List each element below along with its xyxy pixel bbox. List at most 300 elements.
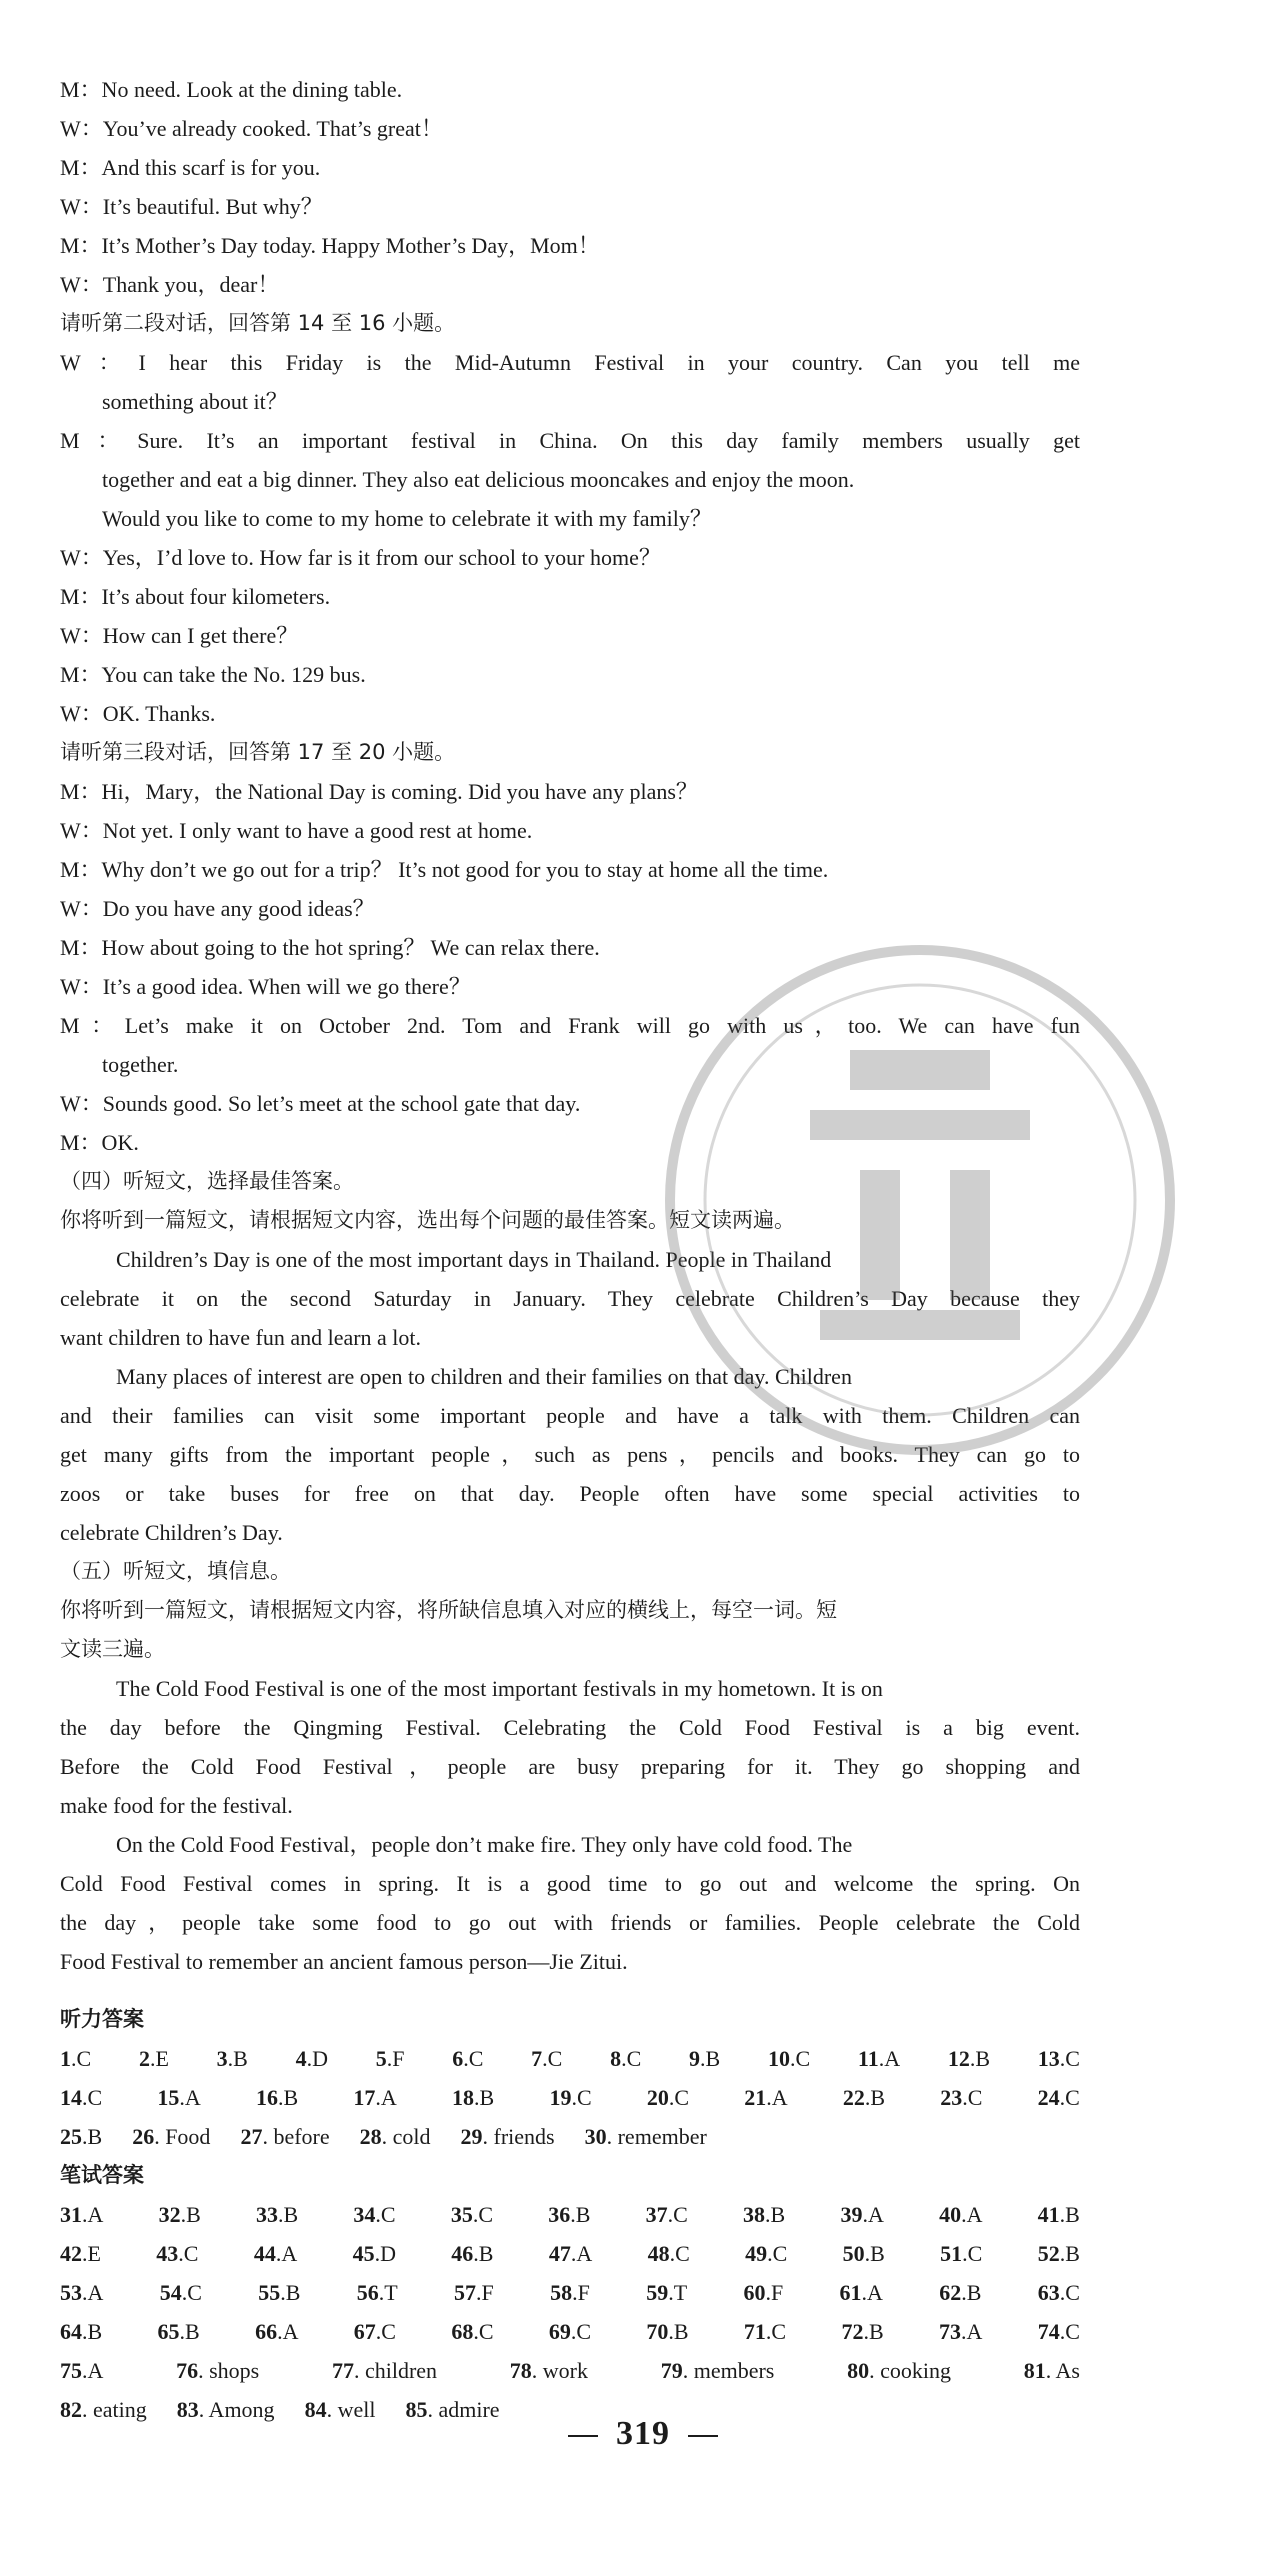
text-line: and their families can visit some important people and have a talk with them. Children can [60, 1403, 1080, 1428]
answer-value: .A [179, 2085, 201, 2110]
answer-item [60, 2039, 91, 2078]
answer-value: .C [375, 2202, 396, 2227]
question-number: 82 [60, 2397, 82, 2422]
answer-value: .B [570, 2202, 591, 2227]
text-line: M：Sure. It’s an important festival in China. On this day family members usually get [60, 428, 1080, 453]
question-number: 4 [295, 2046, 307, 2071]
answer-value: .F [765, 2280, 784, 2305]
text-line: together and eat a big dinner. They also eat delicious mooncakes and enjoy the moon. [102, 467, 855, 492]
answer-item [744, 2312, 786, 2351]
answer-item [139, 2039, 169, 2078]
question-number: 43 [156, 2241, 179, 2266]
answer-value: .B [864, 2085, 886, 2110]
answer-item [1038, 2195, 1080, 2234]
answer-item [1024, 2351, 1080, 2390]
answer-value: .C [1059, 2319, 1080, 2344]
answer-value: .C [767, 2241, 788, 2266]
question-number: 66 [255, 2319, 278, 2344]
answer-value: .C [463, 2046, 484, 2071]
answer-value: .A [82, 2202, 104, 2227]
answer-item [948, 2039, 990, 2078]
question-number: 58 [550, 2280, 573, 2305]
question-number: 48 [647, 2241, 670, 2266]
answer-item [60, 2234, 101, 2273]
text-line: M：OK. [60, 1130, 139, 1155]
answer-value: .B [278, 2085, 299, 2110]
text-line: W：OK. Thanks. [60, 701, 216, 726]
question-number: 39 [840, 2202, 863, 2227]
answer-value: .C [71, 2046, 92, 2071]
question-number: 64 [60, 2319, 82, 2344]
answer-value: .C [473, 2319, 494, 2344]
text-line: W：You’ve already cooked. That’s great！ [60, 116, 443, 141]
question-number: 37 [645, 2202, 668, 2227]
question-number: 8 [610, 2046, 622, 2071]
question-number: 11 [857, 2046, 879, 2071]
answer-value: .A [878, 2046, 901, 2071]
answer-value: .A [375, 2085, 397, 2110]
answer-item [744, 2078, 787, 2117]
page-number [0, 2415, 1286, 2453]
page-number-value: 319 [616, 2415, 670, 2452]
text-line: W：Yes，I’d love to. How far is it from our school to your home？ [60, 545, 661, 570]
answer-item [939, 2273, 981, 2312]
question-number: 78 [509, 2358, 532, 2383]
right-dash [688, 2435, 718, 2437]
answer-item [768, 2039, 810, 2078]
answer-value: .A [275, 2241, 298, 2266]
question-number: 6 [452, 2046, 464, 2071]
question-number: 57 [454, 2280, 477, 2305]
question-number: 23 [940, 2085, 963, 2110]
answer-value: .E [82, 2241, 101, 2266]
question-number: 19 [549, 2085, 572, 2110]
answer-value: . members [682, 2358, 775, 2383]
question-number: 27 [240, 2124, 263, 2149]
text-line: （四）听短文，选择最佳答案。 [60, 1169, 354, 1193]
text-line: celebrate Children’s Day. [60, 1520, 283, 1545]
question-number: 25 [60, 2124, 82, 2149]
answer-row [60, 2312, 1080, 2351]
answer-item [160, 2273, 202, 2312]
answer-value: .C [181, 2280, 202, 2305]
answer-item [940, 2234, 982, 2273]
answer-value: .A [961, 2202, 983, 2227]
transcript-text [60, 70, 1080, 1981]
answer-value: . friends [482, 2124, 555, 2149]
question-number: 3 [216, 2046, 228, 2071]
question-number: 1 [60, 2046, 71, 2071]
answer-item [60, 2273, 103, 2312]
answer-value: .C [962, 2241, 983, 2266]
question-number: 54 [159, 2280, 182, 2305]
answer-item [357, 2273, 398, 2312]
answer-item [843, 2234, 885, 2273]
answer-item [461, 2117, 555, 2156]
question-number: 42 [60, 2241, 82, 2266]
answer-item [376, 2039, 405, 2078]
answer-item [549, 2312, 591, 2351]
answer-value: .C [765, 2319, 787, 2344]
question-number: 76 [176, 2358, 199, 2383]
text-line: 你将听到一篇短文，请根据短文内容，选出每个问题的最佳答案。短文读两遍。 [60, 1208, 795, 1232]
answer-item [646, 2195, 688, 2234]
question-number: 65 [157, 2319, 180, 2344]
answer-key [60, 2000, 1080, 2429]
answer-item [255, 2312, 298, 2351]
answer-value: .B [227, 2046, 248, 2071]
answer-item [745, 2234, 787, 2273]
question-number: 56 [356, 2280, 379, 2305]
answer-item [1038, 2273, 1080, 2312]
answer-item [585, 2117, 707, 2156]
answer-value: . before [262, 2124, 330, 2149]
answer-value: .B [180, 2202, 201, 2227]
answer-value: . cooking [869, 2358, 951, 2383]
question-number: 7 [531, 2046, 543, 2071]
question-number: 63 [1037, 2280, 1060, 2305]
answer-value: .B [82, 2124, 103, 2149]
question-number: 74 [1037, 2319, 1060, 2344]
text-line: M：Hi，Mary，the National Day is coming. Did you have any plans？ [60, 779, 698, 804]
answer-value: . shops [198, 2358, 260, 2383]
answer-value: .B [668, 2319, 689, 2344]
answer-value: .C [178, 2241, 199, 2266]
question-number: 34 [353, 2202, 376, 2227]
question-number: 5 [375, 2046, 387, 2071]
question-number: 71 [743, 2319, 766, 2344]
text-line: M：You can take the No. 129 bus. [60, 662, 366, 687]
text-line: W：Not yet. I only want to have a good rest at home. [60, 818, 533, 843]
text-line: Before the Cold Food Festival，people are busy preparing for it. They go shopping and [60, 1754, 1080, 1779]
text-line: On the Cold Food Festival，people don’t make fire. They only have cold food. The [116, 1832, 853, 1857]
question-number: 68 [451, 2319, 474, 2344]
question-number: 35 [450, 2202, 473, 2227]
answer-item [451, 2312, 493, 2351]
answer-value: . well [326, 2397, 376, 2422]
answer-item [550, 2273, 590, 2312]
question-number: 69 [548, 2319, 571, 2344]
answer-item [549, 2078, 591, 2117]
answer-value: .C [668, 2085, 690, 2110]
answer-item [840, 2273, 883, 2312]
answer-item [531, 2039, 562, 2078]
answer-item [353, 2234, 396, 2273]
answer-value: .C [621, 2046, 642, 2071]
answer-value: .C [1059, 2046, 1080, 2071]
answer-value: .C [667, 2202, 688, 2227]
answer-item [451, 2234, 493, 2273]
question-number: 50 [842, 2241, 865, 2266]
answer-item [689, 2039, 720, 2078]
answer-value: .A [862, 2202, 884, 2227]
answer-item [157, 2078, 200, 2117]
answer-value: .C [669, 2241, 690, 2266]
answer-value: .C [789, 2046, 811, 2071]
answer-item [254, 2234, 297, 2273]
question-number: 28 [359, 2124, 382, 2149]
answer-value: .C [1059, 2280, 1080, 2305]
answer-value: .A [570, 2241, 593, 2266]
answer-item [1038, 2312, 1080, 2351]
answer-value: .B [473, 2241, 494, 2266]
text-line: W：I hear this Friday is the Mid-Autumn Festival in your country. Can you tell me [60, 350, 1080, 375]
answer-item [858, 2039, 900, 2078]
answer-item [1038, 2234, 1080, 2273]
written-answers-heading: 笔试答案 [60, 2163, 144, 2187]
text-line: Cold Food Festival comes in spring. It is a good time to go out and welcome the spring. On [60, 1871, 1080, 1896]
question-number: 33 [256, 2202, 279, 2227]
text-line: （五）听短文，填信息。 [60, 1559, 291, 1583]
question-number: 79 [660, 2358, 683, 2383]
question-number: 38 [743, 2202, 766, 2227]
answer-value: .A [82, 2358, 104, 2383]
text-line: M：Let’s make it on October 2nd. Tom and Frank will go with us，too. We can have fun [60, 1013, 1080, 1038]
answer-item [452, 2078, 494, 2117]
question-number: 13 [1037, 2046, 1060, 2071]
question-number: 9 [689, 2046, 701, 2071]
answer-row [60, 2117, 1080, 2156]
answer-item [743, 2195, 785, 2234]
question-number: 32 [158, 2202, 181, 2227]
text-line: something about it？ [102, 389, 288, 414]
question-number: 51 [940, 2241, 963, 2266]
text-line: W：It’s a good idea. When will we go there？ [60, 974, 471, 999]
answer-item [454, 2273, 494, 2312]
text-line: M：It’s about four kilometers. [60, 584, 331, 609]
answer-item [841, 2312, 883, 2351]
text-line: 请听第三段对话，回答第 17 至 20 小题。 [60, 740, 456, 764]
answer-value: .A [960, 2319, 983, 2344]
question-number: 18 [452, 2085, 475, 2110]
text-line: W：Do you have any good ideas？ [60, 896, 375, 921]
answer-item [60, 2117, 102, 2156]
question-number: 70 [646, 2319, 669, 2344]
answer-item [843, 2078, 885, 2117]
text-line: 请听第二段对话，回答第 14 至 16 小题。 [60, 311, 456, 335]
answer-value: .D [374, 2241, 396, 2266]
answer-item [939, 2195, 982, 2234]
answer-item [353, 2078, 396, 2117]
answer-value: .B [280, 2280, 301, 2305]
answer-item [549, 2234, 592, 2273]
text-line: W：Thank you，dear！ [60, 272, 280, 297]
question-number: 26 [132, 2124, 155, 2149]
answer-value: .C [375, 2319, 396, 2344]
answer-value: .T [378, 2280, 398, 2305]
answer-value: .A [82, 2280, 104, 2305]
answer-item [451, 2195, 493, 2234]
answer-value: .B [863, 2319, 884, 2344]
text-line: M：And this scarf is for you. [60, 155, 321, 180]
answer-row [60, 2078, 1080, 2117]
left-dash [568, 2435, 598, 2437]
answer-item [332, 2351, 437, 2390]
answer-item [840, 2195, 883, 2234]
question-number: 36 [548, 2202, 571, 2227]
text-line: Many places of interest are open to children and their families on that day. Children [116, 1364, 852, 1389]
answer-item [646, 2273, 687, 2312]
question-number: 49 [745, 2241, 768, 2266]
answer-item [296, 2039, 328, 2078]
text-line: the day before the Qingming Festival. Celebrating the Cold Food Festival is a big event. [60, 1715, 1080, 1740]
answer-value: .B [864, 2241, 885, 2266]
text-line: celebrate it on the second Saturday in January. They celebrate Children’s Day because they [60, 1286, 1080, 1311]
question-number: 81 [1023, 2358, 1046, 2383]
answer-value: .F [572, 2280, 590, 2305]
question-number: 12 [947, 2046, 970, 2071]
answer-value: . Food [154, 2124, 211, 2149]
answer-value: . Among [198, 2397, 275, 2422]
answer-value: .B [969, 2046, 991, 2071]
question-number: 2 [138, 2046, 150, 2071]
answer-item [610, 2039, 641, 2078]
answer-value: .B [1059, 2241, 1080, 2266]
answer-value: .B [765, 2202, 786, 2227]
answer-item [240, 2117, 329, 2156]
answer-item [847, 2351, 951, 2390]
answer-row [60, 2195, 1080, 2234]
question-number: 20 [646, 2085, 669, 2110]
question-number: 21 [744, 2085, 767, 2110]
question-number: 53 [60, 2280, 82, 2305]
answer-value: .A [277, 2319, 299, 2344]
text-line: The Cold Food Festival is one of the most important festivals in my hometown. It is on [116, 1676, 883, 1701]
answer-value: . eating [82, 2397, 147, 2422]
listening-answers-heading: 听力答案 [60, 2007, 144, 2031]
answer-item [60, 2195, 103, 2234]
answer-value: .C [542, 2046, 563, 2071]
text-line: Food Festival to remember an ancient famous person—Jie Zitui. [60, 1949, 628, 1974]
text-line: W：How can I get there？ [60, 623, 299, 648]
question-number: 24 [1037, 2085, 1060, 2110]
answer-item [743, 2273, 783, 2312]
answer-row [60, 2234, 1080, 2273]
answer-value: .C [1059, 2085, 1080, 2110]
answer-item [646, 2312, 688, 2351]
question-number: 10 [767, 2046, 790, 2071]
question-number: 52 [1037, 2241, 1060, 2266]
answer-item [1038, 2039, 1080, 2078]
question-number: 31 [60, 2202, 82, 2227]
answer-value: . admire [427, 2397, 500, 2422]
question-number: 61 [839, 2280, 862, 2305]
answer-value: . work [531, 2358, 588, 2383]
text-line: W：It’s beautiful. But why？ [60, 194, 323, 219]
answer-value: .A [861, 2280, 883, 2305]
answer-value: . cold [381, 2124, 431, 2149]
answer-item [156, 2234, 198, 2273]
answer-value: .B [278, 2202, 299, 2227]
answer-value: .B [179, 2319, 200, 2344]
answer-value: .T [668, 2280, 688, 2305]
answer-value: .D [306, 2046, 328, 2071]
answer-item [939, 2312, 982, 2351]
text-line: M：It’s Mother’s Day today. Happy Mother’s Day，Mom！ [60, 233, 600, 258]
answer-row [60, 2351, 1080, 2390]
answer-item [158, 2312, 200, 2351]
text-line: Children’s Day is one of the most important days in Thailand. People in Thailand [116, 1247, 832, 1272]
written-answers-rows [60, 2195, 1080, 2429]
question-number: 30 [584, 2124, 607, 2149]
question-number: 60 [743, 2280, 766, 2305]
text-line: together. [102, 1052, 179, 1077]
text-line: make food for the festival. [60, 1793, 293, 1818]
answer-item [1038, 2078, 1080, 2117]
question-number: 80 [847, 2358, 870, 2383]
answer-value: .C [82, 2085, 103, 2110]
answer-item [354, 2312, 396, 2351]
answer-value: .C [571, 2085, 592, 2110]
question-number: 47 [548, 2241, 571, 2266]
question-number: 22 [842, 2085, 865, 2110]
question-number: 73 [938, 2319, 961, 2344]
answer-item [510, 2351, 588, 2390]
answer-item [648, 2234, 690, 2273]
question-number: 29 [460, 2124, 483, 2149]
answer-item [353, 2195, 395, 2234]
answer-value: .B [474, 2085, 495, 2110]
text-line: get many gifts from the important people，such as pens，pencils and books. They can go to [60, 1442, 1080, 1467]
question-number: 62 [939, 2280, 962, 2305]
question-number: 83 [176, 2397, 199, 2422]
answer-value: .F [386, 2046, 405, 2071]
answer-value: .B [961, 2280, 982, 2305]
answer-item [940, 2078, 982, 2117]
question-number: 46 [451, 2241, 474, 2266]
answer-value: .B [1059, 2202, 1080, 2227]
answer-item [647, 2078, 689, 2117]
answer-item [548, 2195, 590, 2234]
text-line: 文读三遍。 [60, 1637, 165, 1661]
answer-item [256, 2078, 298, 2117]
question-number: 14 [60, 2085, 82, 2110]
text-line: M：How about going to the hot spring？ We can relax there. [60, 935, 600, 960]
text-line: the day，people take some food to go out with friends or families. People celebrate the Cold [60, 1910, 1080, 1935]
question-number: 40 [939, 2202, 962, 2227]
text-line: Would you like to come to my home to celebrate it with my family？ [102, 506, 712, 531]
answer-value: . children [353, 2358, 438, 2383]
listening-answers-rows [60, 2039, 1080, 2156]
question-number: 75 [60, 2358, 82, 2383]
question-number: 55 [258, 2280, 281, 2305]
answer-item [661, 2351, 775, 2390]
answer-item [159, 2195, 201, 2234]
question-number: 17 [353, 2085, 376, 2110]
answer-item [452, 2039, 483, 2078]
question-number: 85 [405, 2397, 428, 2422]
question-number: 59 [646, 2280, 669, 2305]
text-line: want children to have fun and learn a lot. [60, 1325, 422, 1350]
answer-item [60, 2351, 103, 2390]
answer-row [60, 2039, 1080, 2078]
answer-value: .B [82, 2319, 103, 2344]
answer-item [217, 2039, 248, 2078]
question-number: 44 [253, 2241, 276, 2266]
question-number: 41 [1037, 2202, 1060, 2227]
text-line: M：Why don’t we go out for a trip？ It’s not good for you to stay at home all the time. [60, 857, 829, 882]
answer-row [60, 2273, 1080, 2312]
answer-value: .C [962, 2085, 983, 2110]
answer-item [256, 2195, 298, 2234]
answer-item [132, 2117, 210, 2156]
question-number: 77 [331, 2358, 354, 2383]
answer-item [360, 2117, 431, 2156]
answer-value: .A [766, 2085, 788, 2110]
answer-item [60, 2312, 102, 2351]
answer-value: .E [149, 2046, 169, 2071]
answer-value: .C [570, 2319, 592, 2344]
